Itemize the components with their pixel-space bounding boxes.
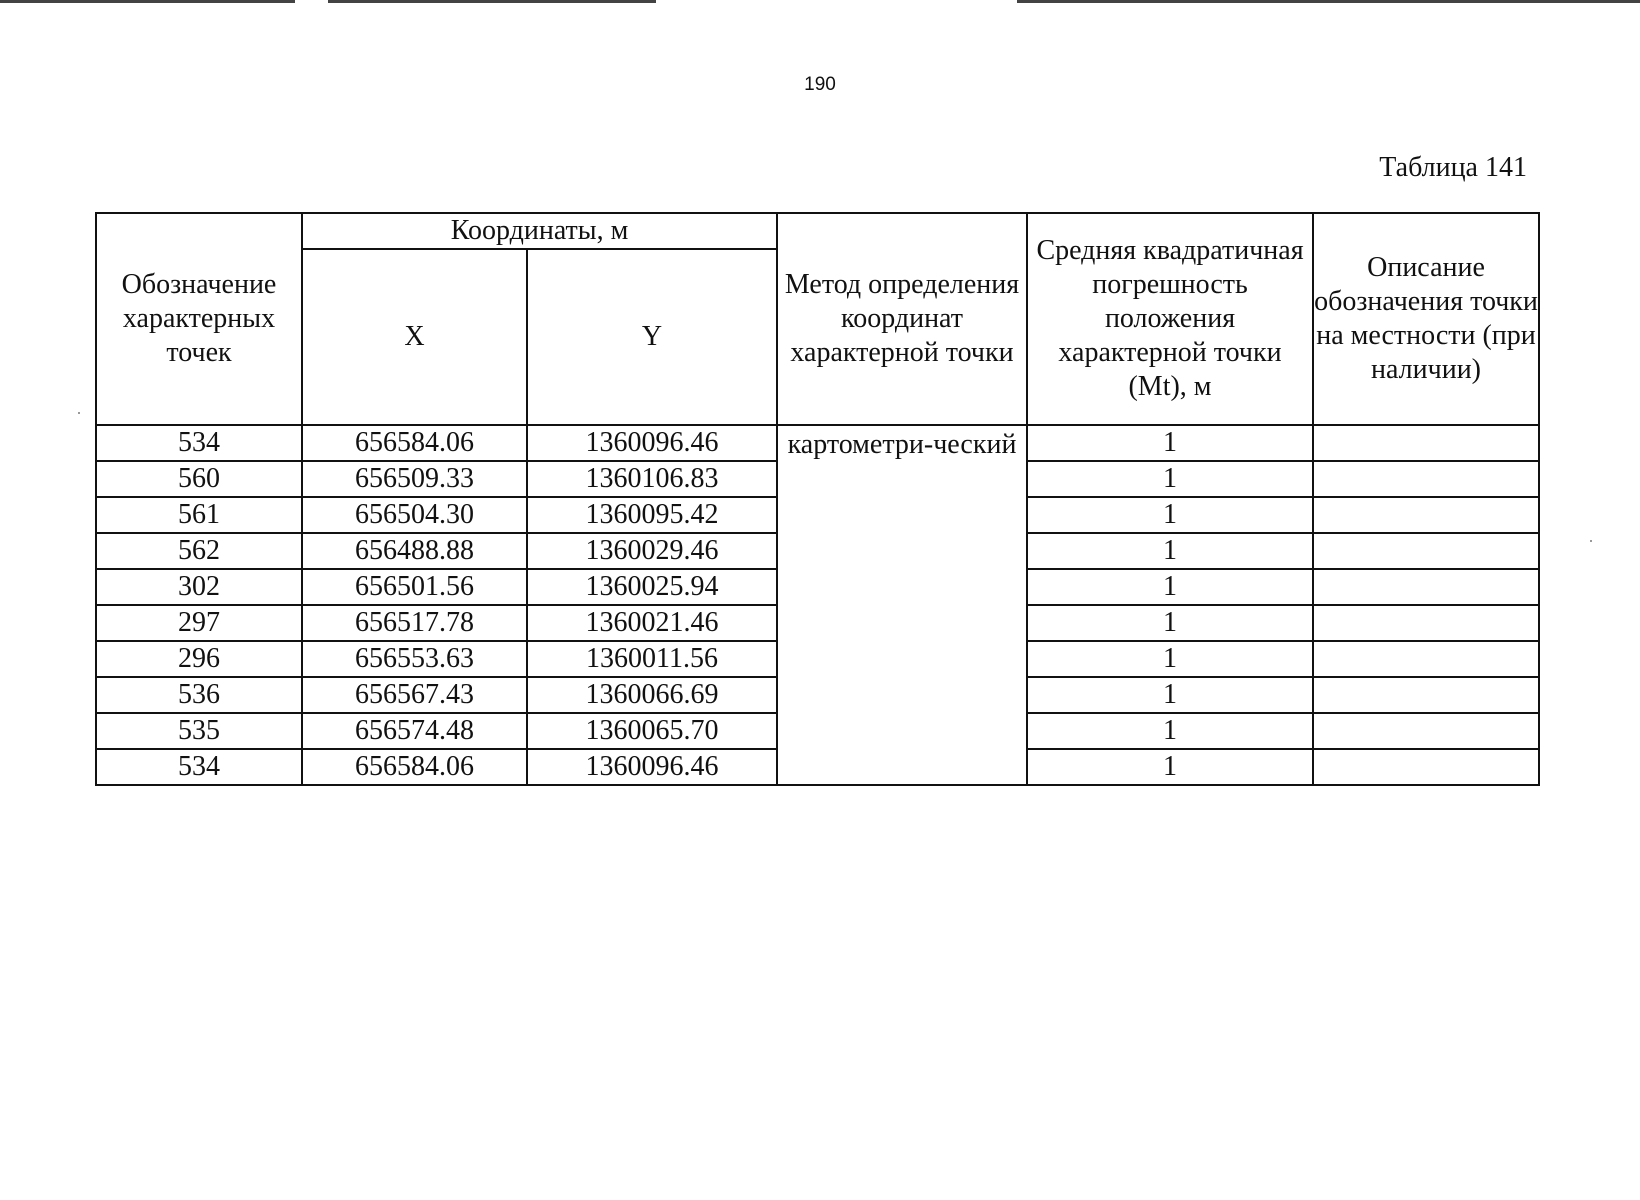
cell-x: 656574.48: [302, 713, 527, 749]
cell-description: [1313, 605, 1539, 641]
cell-description: [1313, 569, 1539, 605]
cell-description: [1313, 749, 1539, 785]
table-label: Таблица 141: [1379, 152, 1527, 183]
cell-mt: 1: [1027, 605, 1313, 641]
cell-mt: 1: [1027, 641, 1313, 677]
cell-description: [1313, 425, 1539, 461]
cell-y: 1360029.46: [527, 533, 777, 569]
header-method: Метод определения координат характерной точки: [777, 213, 1027, 425]
cell-description: [1313, 461, 1539, 497]
cell-mt: 1: [1027, 677, 1313, 713]
cell-mt: 1: [1027, 749, 1313, 785]
cell-mt: 1: [1027, 713, 1313, 749]
cell-x: 656504.30: [302, 497, 527, 533]
cell-x: 656488.88: [302, 533, 527, 569]
scan-speck: [1590, 540, 1592, 542]
header-x: X: [302, 249, 527, 425]
header-description: Описание обозначения точки на местности (при наличии): [1313, 213, 1539, 425]
cell-description: [1313, 497, 1539, 533]
cell-y: 1360011.56: [527, 641, 777, 677]
cell-point: 302: [96, 569, 302, 605]
header-coordinates-group: Координаты, м: [302, 213, 777, 249]
cell-x: 656584.06: [302, 425, 527, 461]
cell-mt: 1: [1027, 497, 1313, 533]
cell-point: 535: [96, 713, 302, 749]
cell-y: 1360025.94: [527, 569, 777, 605]
cell-description: [1313, 713, 1539, 749]
cell-mt: 1: [1027, 425, 1313, 461]
cell-y: 1360096.46: [527, 425, 777, 461]
cell-description: [1313, 533, 1539, 569]
cell-mt: 1: [1027, 461, 1313, 497]
coordinates-table: [95, 212, 1540, 786]
cell-point: 560: [96, 461, 302, 497]
scan-speck: [78, 412, 80, 414]
cell-x: 656567.43: [302, 677, 527, 713]
cell-y: 1360066.69: [527, 677, 777, 713]
cell-x: 656584.06: [302, 749, 527, 785]
cell-point: 561: [96, 497, 302, 533]
cell-y: 1360021.46: [527, 605, 777, 641]
cell-mt: 1: [1027, 569, 1313, 605]
cell-x: 656509.33: [302, 461, 527, 497]
header-mean-error: Средняя квадратичная погрешность положения характерной точки (Mt), м: [1027, 213, 1313, 425]
cell-x: 656553.63: [302, 641, 527, 677]
cell-mt: 1: [1027, 533, 1313, 569]
cell-method: картометри-ческий: [777, 425, 1027, 785]
cell-x: 656501.56: [302, 569, 527, 605]
header-y: Y: [527, 249, 777, 425]
cell-point: 297: [96, 605, 302, 641]
cell-y: 1360106.83: [527, 461, 777, 497]
cell-y: 1360065.70: [527, 713, 777, 749]
cell-description: [1313, 677, 1539, 713]
cell-point: 534: [96, 425, 302, 461]
header-point-designation: Обозначение характерных точек: [96, 213, 302, 425]
cell-point: 562: [96, 533, 302, 569]
cell-point: 534: [96, 749, 302, 785]
table-row: [96, 425, 1539, 461]
page-number: 190: [804, 74, 836, 95]
scan-top-edge-rule: [0, 0, 1640, 3]
cell-point: 296: [96, 641, 302, 677]
cell-point: 536: [96, 677, 302, 713]
cell-y: 1360095.42: [527, 497, 777, 533]
cell-x: 656517.78: [302, 605, 527, 641]
cell-description: [1313, 641, 1539, 677]
cell-y: 1360096.46: [527, 749, 777, 785]
